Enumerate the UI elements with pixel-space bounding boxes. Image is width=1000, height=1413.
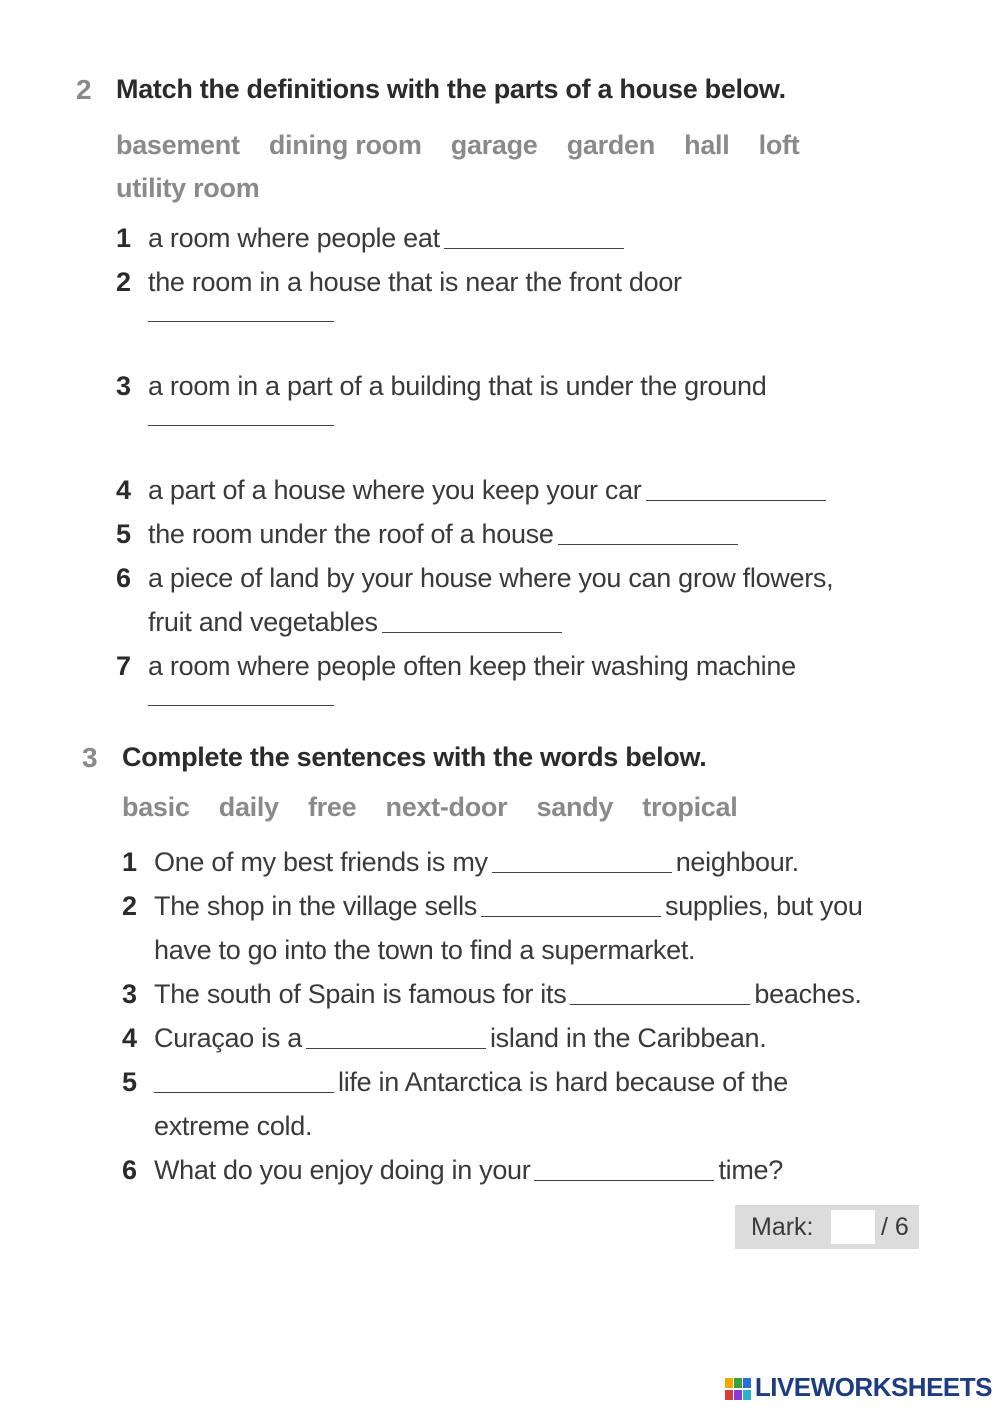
item-text-after: life in Antarctica is hard because of the <box>338 1067 788 1097</box>
word-basement: basement <box>116 130 240 160</box>
mark-box <box>735 1205 919 1249</box>
answer-blank[interactable] <box>534 1179 714 1181</box>
answer-blank[interactable] <box>306 1047 486 1049</box>
exercise-3-title: Complete the sentences with the words below. <box>122 742 707 772</box>
item-number: 6 <box>116 563 131 593</box>
list-item <box>116 468 833 512</box>
item-text: extreme cold. <box>154 1111 313 1141</box>
item-text: a room where people eat <box>148 223 440 253</box>
list-item <box>116 644 833 688</box>
exercise-3-list <box>122 840 863 1192</box>
answer-blank[interactable] <box>646 499 826 501</box>
word-garage: garage <box>450 130 538 160</box>
list-item-continuation <box>122 1104 863 1148</box>
exercise-2-number: 2 <box>76 74 92 105</box>
item-number: 4 <box>122 1023 137 1053</box>
item-number: 5 <box>122 1067 137 1097</box>
exercise-2-list <box>116 216 833 748</box>
answer-blank[interactable] <box>558 543 738 545</box>
item-text-after: time? <box>718 1155 783 1185</box>
item-number: 6 <box>122 1155 137 1185</box>
mark-total: / 6 <box>881 1213 909 1241</box>
item-text-before: Curaçao is a <box>154 1023 302 1053</box>
item-number: 2 <box>122 891 137 921</box>
item-number: 2 <box>116 267 131 297</box>
word-utility-room: utility room <box>116 173 260 203</box>
answer-blank[interactable] <box>154 1091 334 1093</box>
list-item <box>116 512 833 556</box>
item-text-after: supplies, but you <box>665 891 863 921</box>
list-item <box>122 1148 863 1192</box>
item-text: the room in a house that is near the front door <box>148 267 682 297</box>
item-text-before: The shop in the village sells <box>154 891 477 921</box>
answer-blank[interactable] <box>148 320 334 322</box>
word-garden: garden <box>566 130 655 160</box>
item-number: 7 <box>116 651 131 681</box>
liveworksheets-logo <box>725 1372 992 1403</box>
answer-blank[interactable] <box>148 424 334 426</box>
list-item <box>116 364 833 408</box>
word-sandy: sandy <box>536 792 614 822</box>
answer-blank[interactable] <box>570 1003 750 1005</box>
item-text: a part of a house where you keep your car <box>148 475 642 505</box>
word-free: free <box>307 792 357 822</box>
item-text: a room in a part of a building that is under the ground <box>148 371 767 401</box>
list-item <box>122 840 863 884</box>
logo-text: LIVEWORKSHEETS <box>754 1372 992 1402</box>
word-tropical: tropical <box>642 792 738 822</box>
list-item-continuation <box>122 928 863 972</box>
exercise-2-word-box <box>116 124 856 210</box>
item-text-after: island in the Caribbean. <box>489 1023 767 1053</box>
item-text-after: beaches. <box>754 979 862 1009</box>
item-number: 3 <box>116 371 131 401</box>
word-hall: hall <box>684 130 730 160</box>
item-text: fruit and vegetables <box>148 607 378 637</box>
exercise-3-number: 3 <box>82 742 98 773</box>
item-text-before: The south of Spain is famous for its <box>154 979 567 1009</box>
word-daily: daily <box>218 792 279 822</box>
item-number: 1 <box>116 223 131 253</box>
item-number: 4 <box>116 475 131 505</box>
item-number: 1 <box>122 847 137 877</box>
item-text: the room under the roof of a house <box>148 519 554 549</box>
mark-label: Mark: <box>751 1213 814 1241</box>
list-item <box>122 972 863 1016</box>
mark-score-field[interactable] <box>831 1210 875 1244</box>
word-loft: loft <box>758 130 800 160</box>
word-next-door: next-door <box>385 792 508 822</box>
item-number: 5 <box>116 519 131 549</box>
item-text-after: neighbour. <box>675 847 799 877</box>
exercise-3-word-box <box>122 792 759 823</box>
liveworksheets-logo-icon <box>725 1378 751 1400</box>
word-dining-room: dining room <box>268 130 422 160</box>
answer-blank[interactable] <box>148 704 334 706</box>
answer-blank[interactable] <box>382 631 562 633</box>
answer-blank[interactable] <box>444 247 624 249</box>
list-item <box>122 1016 863 1060</box>
item-text: have to go into the town to find a supermarket. <box>154 935 696 965</box>
word-basic: basic <box>122 792 190 822</box>
list-item <box>116 556 833 600</box>
answer-blank[interactable] <box>481 915 661 917</box>
list-item-continuation <box>116 600 833 644</box>
exercise-2-title: Match the definitions with the parts of a house below. <box>116 74 786 104</box>
item-number: 3 <box>122 979 137 1009</box>
list-item <box>116 260 833 304</box>
list-item <box>122 884 863 928</box>
list-item <box>116 216 833 260</box>
item-text-before: What do you enjoy doing in your <box>154 1155 531 1185</box>
item-text: a room where people often keep their washing machine <box>148 651 796 681</box>
item-text: a piece of land by your house where you can grow flowers, <box>148 563 834 593</box>
item-text-before: One of my best friends is my <box>154 847 488 877</box>
list-item <box>122 1060 863 1104</box>
answer-blank[interactable] <box>492 871 672 873</box>
